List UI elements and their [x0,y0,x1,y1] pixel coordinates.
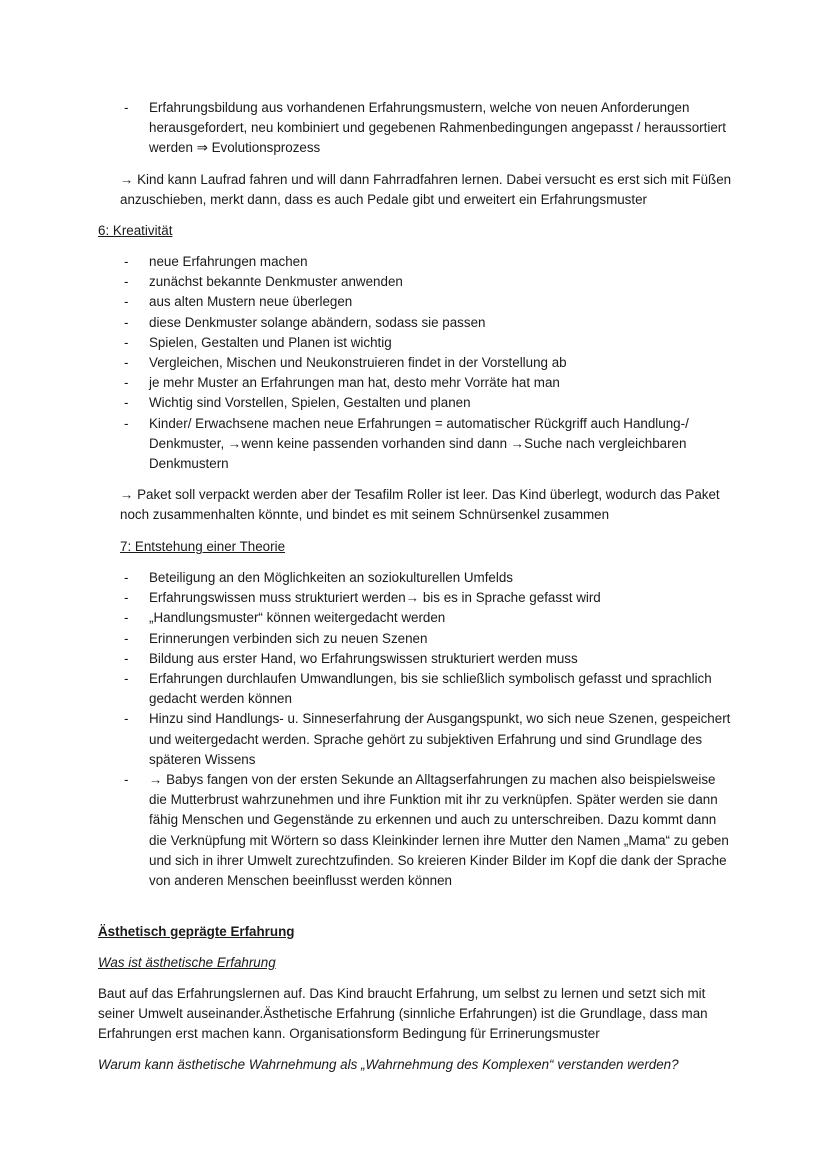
list-item [120,770,732,891]
list-item-text: Kinder/ Erwachsene machen neue Erfahrungen = automatischer Rückgriff auch Handlung-/ Denkmuster, →wenn keine passenden vorhanden sind dann →Suche nach vergleichbaren Denkmustern [149,415,689,472]
bullet-dash: - [124,772,129,788]
bullet-dash: - [124,355,129,371]
bullet-dash: - [124,395,129,411]
list-item [120,353,732,373]
list-item [120,629,732,649]
heading-theorie: 7: Entstehung einer Theorie [120,539,286,554]
bullet-dash: - [124,314,129,330]
list-item-text: → Babys fangen von der ersten Sekunde an Alltagserfahrungen zu machen also beispielsweise die Mutterbrust wahrzunehmen und ihre Funktion mit ihr zu verknüpfen. Später werden sie dann fähig Menschen und Gegenstände zu erkennen und auch zu unterschreiben. Dazu kommt dann die Verknüpfung mit Wörtern so dass Kleinkinder lernen ihre Mutter den Namen „Mama“ zu geben und sich in ihrer Umwelt zurechtzufinden. So kreieren Kinder Bilder im Kopf die dank der Sprache von anderen Menschen beeinflusst werden können [149,772,729,889]
list-item-text: diese Denkmuster solange abändern, sodass sie passen [149,314,486,330]
example-paket: → Paket soll verpackt werden aber der Tesafilm Roller ist leer. Das Kind überlegt, wodurch das Paket noch zusammenhalten könnte, und bindet es mit seinem Schnürsenkel zusammen [120,487,720,523]
bullet-dash: - [124,570,129,585]
list-item-text: Beteiligung an den Möglichkeiten an soziokulturellen Umfelds [149,570,513,585]
list-item-text: Bildung aus erster Hand, wo Erfahrungswissen strukturiert werden muss [149,650,578,666]
list-item-text: Vergleichen, Mischen und Neukonstruieren findet in der Vorstellung ab [149,355,567,371]
list-item-text: Wichtig sind Vorstellen, Spielen, Gestalten und planen [149,395,471,411]
list-item [120,649,732,669]
list-item [120,669,732,709]
list-item [120,393,732,413]
list-item [120,568,732,588]
list-item [120,252,732,272]
list-item-text: je mehr Muster an Erfahrungen man hat, desto mehr Vorräte hat man [149,375,560,391]
list-item-text: zunächst bekannte Denkmuster anwenden [149,274,403,290]
example-laufrad: → Kind kann Laufrad fahren und will dann Fahrradfahren lernen. Dabei versucht es erst sich mit Füßen anzuschieben, merkt dann, dass es auch Pedale gibt und erweitert ein Erfahrungsmuster [120,172,732,208]
bullet-list-kreativitaet [120,252,732,474]
bullet-dash: - [124,671,129,687]
bullet-dash: - [124,610,129,626]
bullet-dash: - [124,334,129,350]
bullet-dash: - [124,415,129,431]
list-item [120,313,732,333]
bullet-dash: - [124,274,129,290]
list-item [120,292,732,312]
bullet-dash: - [124,254,129,269]
list-item-text: Spielen, Gestalten und Planen ist wichtig [149,334,392,350]
bullet-dash: - [124,375,129,391]
list-item [120,709,732,770]
paragraph-aesthetic: Baut auf das Erfahrungslernen auf. Das Kind braucht Erfahrung, um selbst zu lernen und setzt sich mit seiner Umwelt auseinander.Ästhetische Erfahrung (sinnliche Erfahrungen) ist die Grundlage, dass man Erfahrungen erst machen kann. Organisationsform Bedingung für Errinerungsmuster [98,986,708,1042]
bullet-list-theorie [120,568,732,891]
bullet-dash: - [124,630,129,646]
list-item [120,608,732,628]
list-item-text: Hinzu sind Handlungs- u. Sinneserfahrung der Ausgangspunkt, wo sich neue Szenen, gespeichert und weitergedacht werden. Sprache gehört zu subjektiven Erfahrung und sind Grundlage des späteren Wissens [149,711,731,767]
list-item-text: Erfahrungsbildung aus vorhandenen Erfahrungsmustern, welche von neuen Anforderungen herausgefordert, neu kombiniert und gegebenen Rahmenbedingungen angepasst / heraussortiert werden ⇒ Evolutionsprozess [149,100,726,156]
list-item [120,414,732,475]
bullet-list-evolution [120,98,732,159]
list-item [120,333,732,353]
list-item-text: Erinnerungen verbinden sich zu neuen Szenen [149,630,428,646]
list-item [120,98,732,159]
list-item [120,588,732,608]
subheading-question: Was ist ästhetische Erfahrung [98,955,276,970]
list-item-text: neue Erfahrungen machen [149,254,308,269]
question-komplex: Warum kann ästhetische Wahrnehmung als „Wahrnehmung des Komplexen“ verstanden werden? [98,1057,679,1072]
section-heading: Ästhetisch geprägte Erfahrung [98,924,295,939]
bullet-dash: - [124,590,129,606]
bullet-dash: - [124,711,129,727]
list-item-text: „Handlungsmuster“ können weitergedacht werden [149,610,446,626]
list-item [120,272,732,292]
list-item [120,373,732,393]
list-item-text: Erfahrungswissen muss strukturiert werden→ bis es in Sprache gefasst wird [149,590,601,606]
bullet-dash: - [124,294,129,310]
list-item-text: Erfahrungen durchlaufen Umwandlungen, bis sie schließlich symbolisch gefasst und sprachlich gedacht werden können [149,671,712,707]
bullet-dash: - [124,650,129,666]
list-item-text: aus alten Mustern neue überlegen [149,294,353,310]
bullet-dash: - [124,100,129,115]
heading-kreativitaet: 6: Kreativität [98,223,173,238]
